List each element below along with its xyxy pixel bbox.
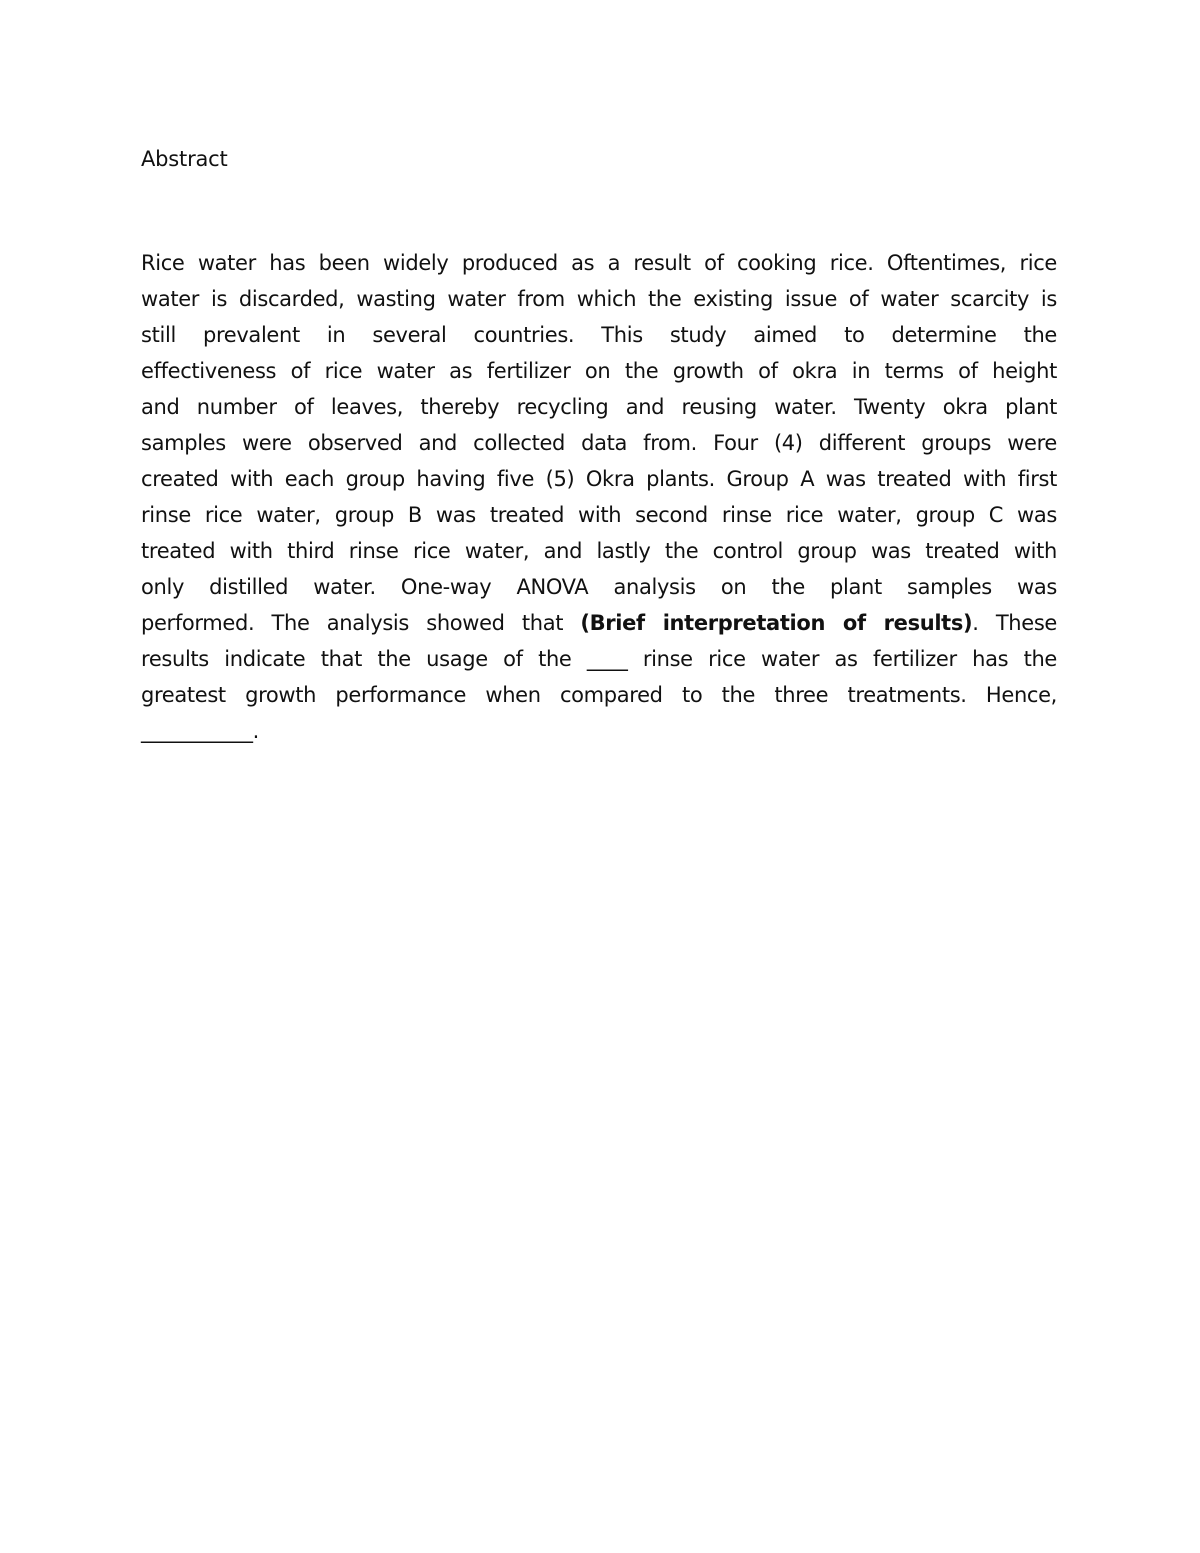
conclusion-blank: ___________. [141,719,259,743]
abstract-body [141,248,1057,752]
abstract-heading: Abstract [141,147,228,171]
results-placeholder: (Brief interpretation of results) [580,611,973,635]
body-line-12: results indicate that the usage of the ____ rinse rice water as fertilizer has the [141,647,1057,671]
body-line-11 [141,608,1057,644]
body-line-13: greatest growth performance when compared to the three treatments. Hence, [141,683,1057,707]
body-line-6: samples were observed and collected data from. Four (4) different groups were [141,431,1057,455]
body-line-9: treated with third rinse rice water, and lastly the control group was treated with [141,539,1057,563]
body-line-2: water is discarded, wasting water from which the existing issue of water scarcity is [141,287,1057,311]
body-line-10: only distilled water. One-way ANOVA analysis on the plant samples was [141,575,1057,599]
body-line-1: Rice water has been widely produced as a result of cooking rice. Oftentimes, rice [141,251,1057,275]
body-line-5: and number of leaves, thereby recycling and reusing water. Twenty okra plant [141,395,1057,419]
body-line-11-content: performed. The analysis showed that (Brief interpretation of results). These [141,611,1057,635]
body-line-14 [141,716,1057,752]
body-line-4: effectiveness of rice water as fertilizer on the growth of okra in terms of height [141,359,1057,383]
body-line-8: rinse rice water, group B was treated with second rinse rice water, group C was [141,503,1057,527]
body-line-7: created with each group having five (5) Okra plants. Group A was treated with first [141,467,1057,491]
body-line-3: still prevalent in several countries. This study aimed to determine the [141,323,1057,347]
